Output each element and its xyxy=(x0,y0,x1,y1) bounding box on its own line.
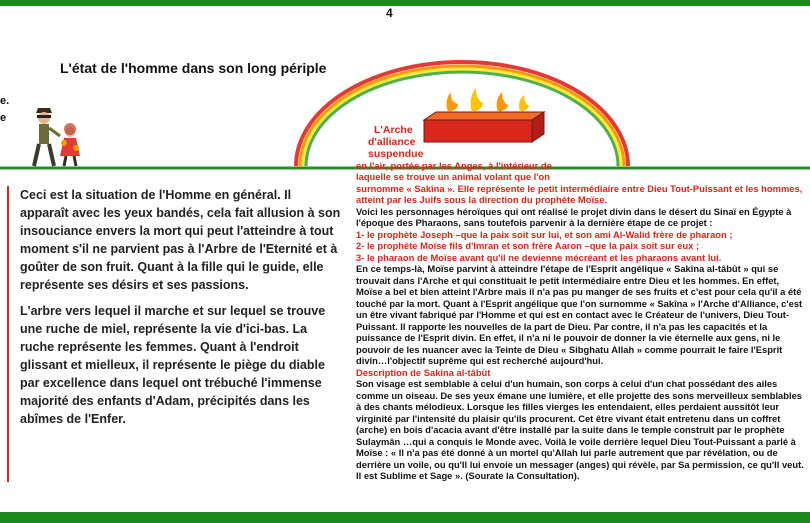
intro-paragraph: Voici les personnages héroïques qui ont réalisé le projet divin dans le désert du Sinaï en Égypte à l'époque des Pharaons, sans toutefois parvenir à la dernière étape de ce projet : xyxy=(356,205,792,228)
arche-line: en l'air, portée par les Anges, à l'intérieur de xyxy=(356,160,552,171)
girl-figure xyxy=(60,123,80,166)
edge-fragment: e. xyxy=(0,95,10,107)
arche-caption xyxy=(364,124,436,160)
left-paragraph-1: Ceci est la situation de l'Homme en général. Il apparaît avec les yeux bandés, cela fait allusion à son insouciance envers la mort qui peut l'atteindre à tout moment s'il ne parvient pas à l'Arbre de l'Eternité et à goûter de son fruit. Quant à la fille qui le guide, elle représente ses désirs et ses passions. xyxy=(20,188,341,292)
arche-line: suspendue xyxy=(368,148,424,160)
list-item: 1- le prophète Joseph –que la paix soit sur lui, et son ami Al-Walid frère de pharaon ; xyxy=(356,228,733,240)
edge-fragment: e xyxy=(0,112,7,124)
red-intro-line: laquelle se trouve un animal volant que l'on xyxy=(356,171,550,182)
list-item: 3- le pharaon de Moïse avant qu'il ne devienne mécréant et les pharaons avant lui. xyxy=(356,251,722,263)
list-item: 2- le prophète Moïse fils d'Imran et son frère Aaron –que la paix soit sur eux ; xyxy=(356,240,700,251)
red-intro-paragraph: surnomme « Sakîna ». Elle représente le petit intermédiaire entre Dieu Tout-Puissant et les hommes, atteint par les Juifs sous la direction du prophète Moïse. xyxy=(356,182,803,205)
red-margin-line xyxy=(7,186,9,482)
description-paragraph: Son visage est semblable à celui d'un humain, son corps à celui d'un chat possédant des ailes comme un oiseau. De ses yeux émane une lumière, et elle projette des sons merveilleux semblables à des chants mélodieux. Lorsque les filles vierges les entendaient, elles perdaient aussitôt leur virginité par l'intensité du plaisir qu'ils procurent. Cet être vivant était entretenu dans un coffret (arche) en bois d'acacia avant d'être installé par la suite dans le temple construit par le prophète Sulaymân …qui a conquis le Monde avec. Voilà le voile derrière lequel Dieu Tout-Puissant a parlé à Moïse : « Il n'a pas été donné à un mortel qu'Allah lui parle autrement que par révélation, ou de derrière un voile, ou qu'Il lui envoie un messager (anges) qui révèle, par Sa permission, ce qu'Il veut. Il est Sublime et Sage ». (Sourate la Consultation). xyxy=(356,378,804,481)
arche-line: d'alliance xyxy=(368,136,416,148)
page-title: L'état de l'homme dans son long périple xyxy=(60,60,327,76)
page-number: 4 xyxy=(386,6,393,20)
ark-chest xyxy=(424,88,544,142)
body-paragraph: En ce temps-là, Moïse parvint à atteindre l'étape de l'Esprit angélique « Sakîna al-tâbût » qui se trouvait dans l'Arche et qui constituait le petit intermédiaire entre Dieu et les hommes. En effet, Moïse a bel et bien atteint l'Arbre mais il n'a pas pu manger de ses fruits et c'est pour cela qu'il a été touché par la mort. Quant à l'Esprit angélique que l'on surnomme « Sakîna » l'Arche d'Alliance, c'est un être vivant fabriqué par l'Homme et qui est en contact avec le Créateur de l'univers, Dieu Tout-Puissant. Il rapporte les nouvelles de la part de Dieu. Par contre, il n'a pas les capacités et la puissance de l'Esprit divin. En effet, il n'a ni le pouvoir de donner la vie éternelle aux gens, ni le pouvoir de les nuancer avec la Teinte de Dieu « Sibghatu Allah » comme pourrait le faire l'Esprit divin…l'objectif suprême qui est recherché aujourd'hui. xyxy=(356,263,803,366)
bottom-border xyxy=(0,512,810,523)
left-paragraph-2: L'arbre vers lequel il marche et sur lequel se trouve une ruche de miel, représente la vie d'ici-bas. La ruche représente les femmes. Quant à l'endroit glissant et mielleux, il représente le piège du diable par excellence dans lequel ont trébuché l'immense majorité des enfants d'Adam, précipités dans les abîmes de l'Enfer. xyxy=(20,304,326,426)
right-column xyxy=(356,171,806,482)
flame-icon xyxy=(447,88,529,112)
blindfolded-man-figure xyxy=(34,108,60,166)
section-subtitle: Description de Sakîna al-tâbût xyxy=(356,366,491,378)
arche-line: L'Arche xyxy=(374,124,413,136)
